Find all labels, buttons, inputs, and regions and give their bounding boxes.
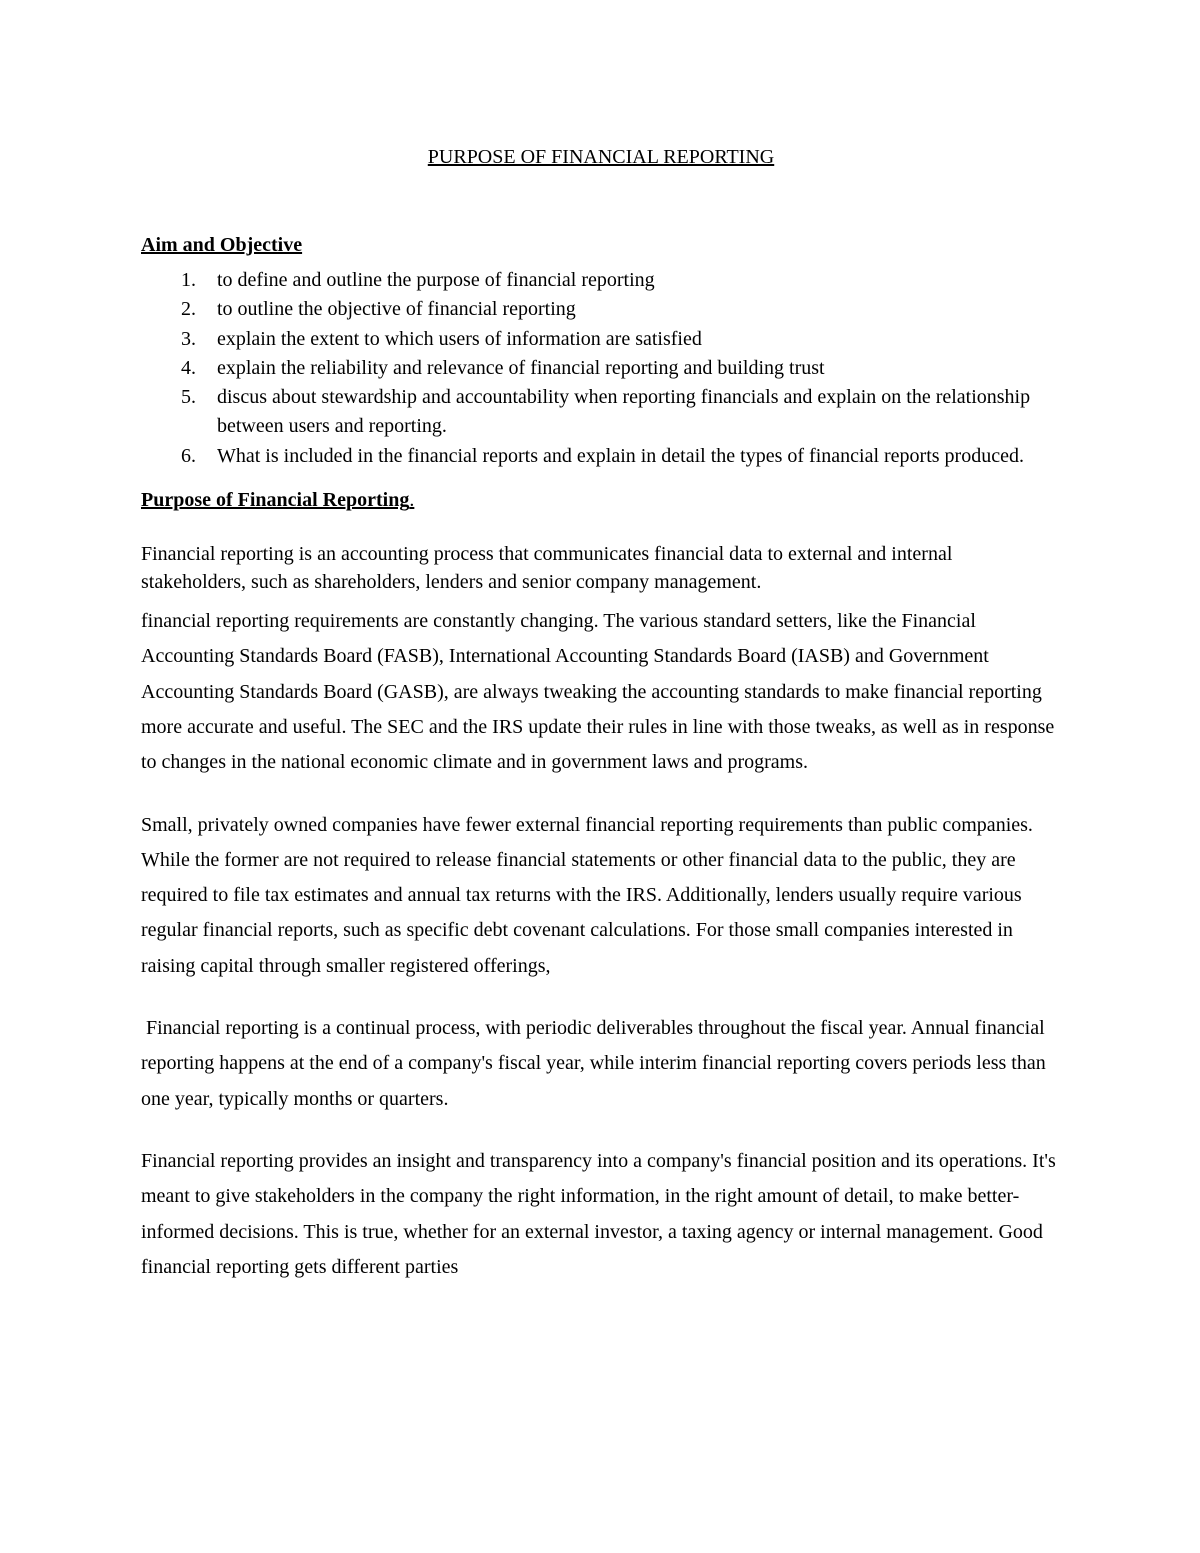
purpose-heading: [141, 485, 1061, 515]
paragraph-small-companies: Small, privately owned companies have fewer external financial reporting requirements than public companies. While the former are not required to release financial statements or other financial data to the public, they are required to file tax estimates and annual tax returns with the IRS. Additionally, lenders usually require various regular financial reports, such as specific debt covenant calculations. For those small companies interested in raising capital through smaller registered offerings,: [141, 813, 1033, 977]
list-item: [141, 295, 1061, 324]
list-item-number: 4.: [181, 356, 196, 379]
list-item: [141, 354, 1061, 383]
list-item: [141, 442, 1061, 471]
purpose-heading-punct: .: [409, 489, 415, 512]
list-item-number: 6.: [181, 444, 196, 467]
list-item: [141, 266, 1061, 295]
list-item-number: 2.: [181, 298, 196, 321]
paragraph-insight: Financial reporting provides an insight and transparency into a company's financial position and its operations. It's meant to give stakeholders in the company the right information, in the right amount of detail, to make better-informed decisions. This is true, whether for an external investor, a taxing agency or internal management. Good financial reporting gets different parties: [141, 1149, 1056, 1278]
list-item-text: explain the extent to which users of information are satisfied: [217, 327, 702, 350]
list-item-number: 5.: [181, 386, 196, 409]
paragraph-intro: Financial reporting is an accounting process that communicates financial data to external and internal stakeholders, such as shareholders, lenders and senior company management.: [141, 543, 953, 593]
aim-objective-heading: Aim and Objective: [141, 234, 303, 256]
paragraph-continual-process: Financial reporting is a continual process, with periodic deliverables throughout the fiscal year. Annual financial reporting happens at the end of a company's fiscal year, while interim financial reporting covers periods less than one year, typically months or quarters.: [141, 1017, 1046, 1110]
list-item: [141, 325, 1061, 354]
objectives-list: [141, 266, 1061, 471]
document-content: [141, 140, 1061, 1285]
list-item-text: to outline the objective of financial reporting: [217, 298, 576, 321]
list-item-text: discus about stewardship and accountability when reporting financials and explain on the relationship between users and reporting.: [217, 386, 1031, 438]
list-item-text: to define and outline the purpose of financial reporting: [217, 269, 655, 291]
list-item-text: explain the reliability and relevance of financial reporting and building trust: [217, 356, 825, 379]
list-item-number: 3.: [181, 327, 196, 350]
list-item-number: 1.: [181, 269, 196, 291]
list-item: [141, 383, 1061, 442]
document-title: PURPOSE OF FINANCIAL REPORTING: [427, 146, 775, 168]
list-item-text: What is included in the financial reports and explain in detail the types of financial reports produced.: [217, 444, 1024, 467]
purpose-heading-text: Purpose of Financial Reporting: [141, 489, 410, 512]
paragraph-requirements: financial reporting requirements are constantly changing. The various standard setters, like the Financial Accounting Standards Board (FASB), International Accounting Standards Board (IASB) and Government Accounting Standards Board (GASB), are always tweaking the accounting standards to make financial reporting more accurate and useful. The SEC and the IRS update their rules in line with those tweaks, as well as in response to changes in the national economic climate and in government laws and programs.: [141, 610, 1055, 774]
